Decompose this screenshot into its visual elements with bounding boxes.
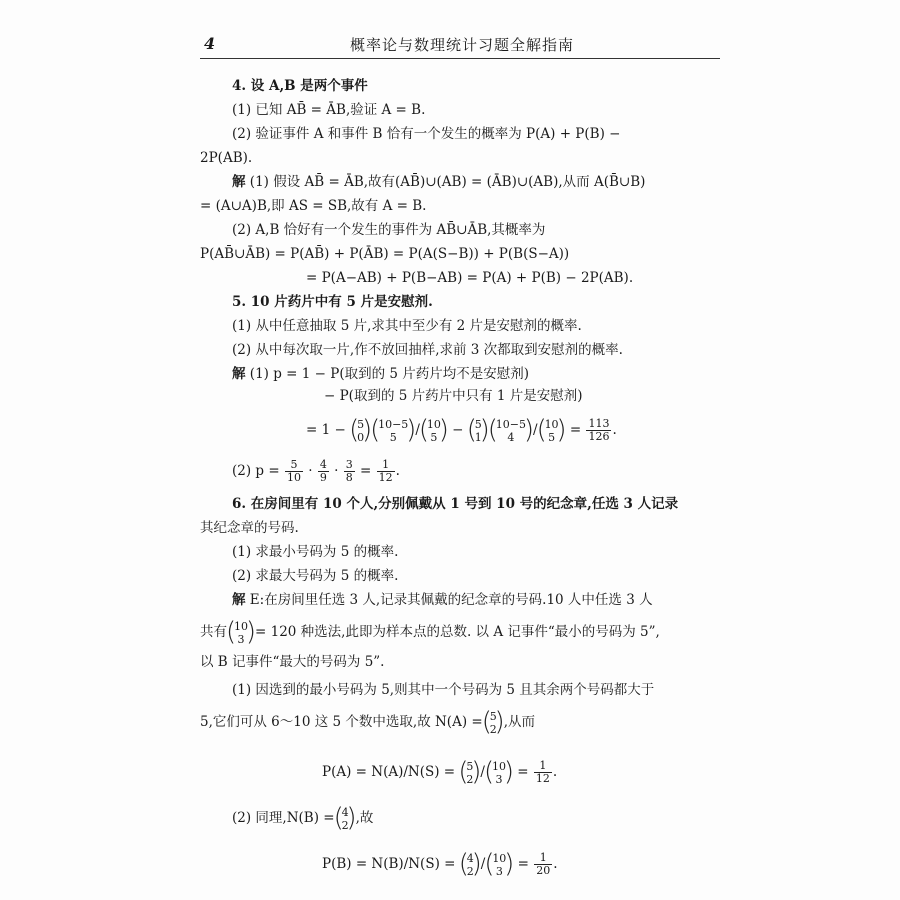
problem-5-binomial-equation: = 1 − ( 5 0 ) ( 10−5 5 ) / ( 10 5 ) − ( 5 1 ) ( 10−5 4 ) / ( 10 5 ) = $\frac{113}{126}$ . [306,412,617,448]
binomial: ( 5 1 ) [469,418,488,444]
problem-4-part-2-cont: 2P(AB). [200,150,253,166]
problem-6-solution-1-cont: 5,它们可从 6～10 这 5 个数中选取,故 N(A) = ( 5 2 ) ,从而 [200,704,535,740]
binomial: ( 4 2 ) [336,806,355,832]
problem-6-question-cont: 其纪念章的号码. [200,520,299,536]
problem-6-event-b: 以 B 记事件“最大的号码为 5”. [200,654,385,670]
fraction: $\frac{4}{9}$ [319,458,327,484]
problem-5-solution-1 [232,364,529,386]
fraction: $\frac{1}{12}$ [535,759,550,785]
problem-4-equation-1: P(AB̄∪ĀB) = P(AB̄) + P(ĀB) = P(A(S−B)) + P(B(S−A)) [200,246,570,262]
binomial: ( 4 2 ) [461,852,480,878]
binomial: ( 10 5 ) [539,418,565,444]
problem-6-part-1: (1) 求最小号码为 5 的概率. [232,544,399,560]
solution-label: 解 [232,592,246,608]
solution-text: (1) 假设 AB̄ = ĀB,故有(AB̄)∪(AB) = (ĀB)∪(AB),从而 A(B̄∪B) [249,174,646,190]
problem-6-equation-b: P(B) = N(B)/N(S) = ( 4 2 ) / ( 10 3 ) = $\frac{1}{20}$ . [322,846,558,882]
running-title: 概率论与数理统计习题全解指南 [350,36,575,54]
binomial: ( 5 2 ) [484,710,503,736]
binomial: ( 5 0 ) [351,418,370,444]
problem-6-solution-intro: 解 E:在房间里任选 3 人,记录其佩戴的纪念章的号码.10 人中任选 3 人 [232,592,653,608]
binomial: ( 5 2 ) [460,760,479,786]
binomial: ( 10−5 4 ) [490,418,532,444]
binomial: ( 10−5 5 ) [372,418,414,444]
fraction: $\frac{1}{20}$ [536,851,551,877]
fraction: $\frac{113}{126}$ [588,417,610,443]
problem-6-equation-a: P(A) = N(A)/N(S) = ( 5 2 ) / ( 10 3 ) = $\frac{1}{12}$ . [322,754,557,790]
header-rule [200,58,720,59]
problem-4-part-2: (2) 验证事件 A 和事件 B 恰有一个发生的概率为 P(A) + P(B) − [232,126,621,142]
problem-5-part-1: (1) 从中任意抽取 5 片,求其中至少有 2 片是安慰剂的概率. [232,318,582,334]
binomial: ( 10 3 ) [486,852,512,878]
problem-5-solution-2: (2) p = $\frac{5}{10}$ · $\frac{4}{9}$ · $\frac{3}{8}$ = $\frac{1}{12}$ . [232,458,400,484]
problem-6-question: 6. 在房间里有 10 个人,分别佩戴从 1 号到 10 号的纪念章,任选 3 人记录 [232,496,679,512]
solution-label: 解 [232,366,246,382]
binomial: ( 10 3 ) [486,760,512,786]
page-number: 4 [204,34,216,53]
problem-6-solution-2: (2) 同理,N(B) = ( 4 2 ) ,故 [232,800,373,836]
problem-6-sample-space: 共有 ( 10 3 ) = 120 种选法,此即为样本点的总数. 以 A 记事件“最小的号码为 5”, [200,614,660,650]
solution-label: 解 [232,174,246,190]
problem-6-part-2: (2) 求最大号码为 5 的概率. [232,568,399,584]
problem-4-solution-1 [232,172,645,194]
problem-5-part-2: (2) 从中每次取一片,作不放回抽样,求前 3 次都取到安慰剂的概率. [232,342,623,358]
problem-5-question: 5. 10 片药片中有 5 片是安慰剂. [232,294,433,310]
problem-5-solution-1-cont: − P(取到的 5 片药片中只有 1 片是安慰剂) [324,388,583,404]
problem-4-solution-2: (2) A,B 恰好有一个发生的事件为 AB̄∪ĀB,其概率为 [232,222,546,238]
problem-6-solution-1: (1) 因选到的最小号码为 5,则其中一个号码为 5 且其余两个号码都大于 [232,682,655,698]
problem-4-equation-2: = P(A−AB) + P(B−AB) = P(A) + P(B) − 2P(AB). [306,270,634,286]
fraction: $\frac{3}{8}$ [345,458,353,484]
problem-4-solution-1-cont: = (A∪A)B,即 AS = SB,故有 A = B. [200,198,427,214]
problem-4-part-1: (1) 已知 AB̄ = ĀB,验证 A = B. [232,102,426,118]
fraction: $\frac{5}{10}$ [286,458,301,484]
page-header [200,32,720,58]
fraction: $\frac{1}{12}$ [378,458,393,484]
binomial: ( 10 5 ) [421,418,447,444]
binomial: ( 10 3 ) [228,620,254,646]
problem-4-question: 4. 设 A,B 是两个事件 [232,78,368,94]
solution-text: (1) p = 1 − P(取到的 5 片药片均不是安慰剂) [249,366,530,382]
